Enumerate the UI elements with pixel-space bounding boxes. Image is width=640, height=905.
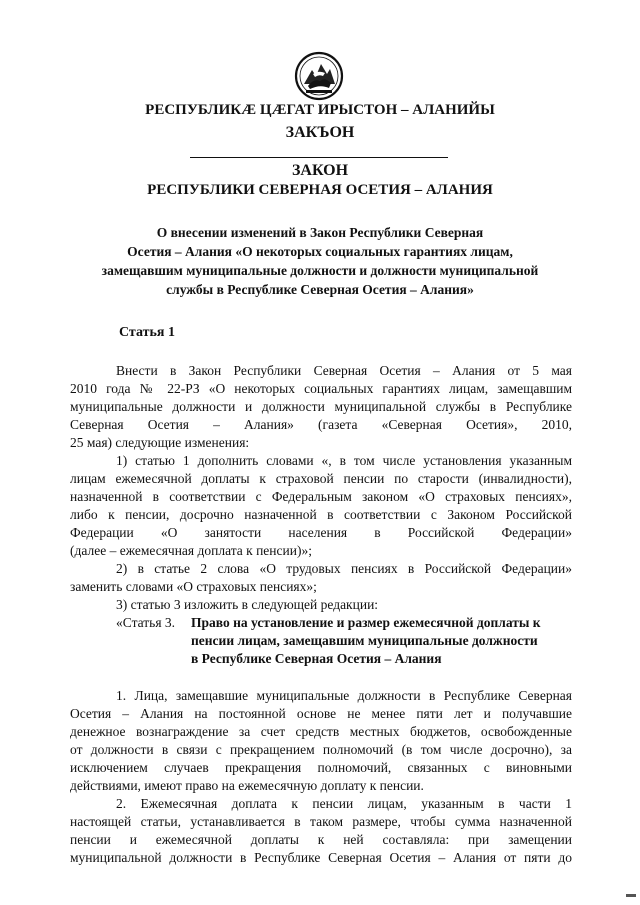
part-line: настоящей статьи, устанавливается в таком размере, чтобы сумма назначенной	[70, 814, 572, 829]
law-title-russian: ЗАКОН	[291, 162, 349, 179]
part-line: денежное вознаграждение за счет средств местных бюджетов, освобожденные	[70, 724, 572, 739]
body-line: 2) в статье 2 слова «О трудовых пенсиях в Российской Федерации»	[116, 561, 572, 576]
scan-edge-mark	[626, 894, 636, 897]
article-3-prefix: «Статья 3.	[116, 615, 176, 630]
article-1-title: Статья 1	[119, 325, 175, 340]
body-line: 2010 года № 22-РЗ «О некоторых социальных гарантиях лицам, замещавшим	[70, 381, 572, 396]
republic-title-ossetian: РЕСПУБЛИКÆ ЦÆГАТ ИРЫСТОН – АЛАНИЙЫ	[145, 102, 495, 118]
body-line: заменить словами «О страховых пенсиях»;	[70, 579, 317, 594]
subject-line: службы в Республике Северная Осетия – Алания»	[166, 282, 474, 297]
body-line: 3) статью 3 изложить в следующей редакции:	[116, 597, 379, 612]
body-line: Северная Осетия – Алания» (газета «Северная Осетия», 2010,	[70, 417, 572, 432]
part-line: муниципальной должности в Республике Северная Осетия – Алания от пяти до	[70, 850, 572, 865]
header-divider	[190, 157, 448, 158]
coat-of-arms-emblem	[294, 50, 344, 102]
part-line: действиями, имеют право на ежемесячную доплату к пенсии.	[70, 778, 424, 793]
body-line: Внести в Закон Республики Северная Осетия – Алания от 5 мая	[116, 363, 572, 378]
body-line: лицам ежемесячной доплаты к страховой пенсии по старости (инвалидности),	[70, 471, 572, 486]
body-line: муниципальные должности и должности муниципальной службы в Республике	[70, 399, 572, 414]
article-3-title-line: пенсии лицам, замещавшим муниципальные должности	[191, 633, 538, 648]
part-line: 1. Лица, замещавшие муниципальные должности в Республике Северная	[116, 688, 572, 703]
body-line: (далее – ежемесячная доплата к пенсии)»;	[70, 543, 312, 558]
part-line: исключением случаев прекращения полномочий, связанных с виновными	[70, 760, 572, 775]
body-line: либо к пенсии, досрочно назначенной в соответствии с Законом Российской	[70, 507, 572, 522]
article-3-title-line: в Республике Северная Осетия – Алания	[191, 651, 442, 666]
subject-line: Осетия – Алания «О некоторых социальных гарантиях лицам,	[127, 244, 513, 259]
body-line: 1) статью 1 дополнить словами «, в том числе установления указанным	[116, 453, 572, 468]
body-line: 25 мая) следующие изменения:	[70, 435, 250, 450]
part-line: Осетия – Алания на постоянной основе не менее пяти лет и получавшие	[70, 706, 572, 721]
republic-title-russian: РЕСПУБЛИКИ СЕВЕРНАЯ ОСЕТИЯ – АЛАНИЯ	[147, 182, 493, 198]
part-line: от должности в связи с прекращением полномочий (в том числе досрочно), за	[70, 742, 572, 757]
body-line: Федерации «О занятости населения в Российской Федерации»	[70, 525, 572, 540]
subject-line: О внесении изменений в Закон Республики Северная	[156, 225, 484, 240]
body-line: назначенной в соответствии с Федеральным законом «О страховых пенсиях»,	[70, 489, 572, 504]
part-line: пенсии и ежемесячной доплаты к ней составляла: при замещении	[70, 832, 572, 847]
article-3-title-line: Право на установление и размер ежемесячной доплаты к	[191, 615, 541, 630]
law-title-ossetian: ЗАКЪОН	[285, 124, 355, 141]
subject-line: замещавшим муниципальные должности и должности муниципальной	[101, 263, 539, 278]
part-line: 2. Ежемесячная доплата к пенсии лицам, указанным в части 1	[116, 796, 572, 811]
